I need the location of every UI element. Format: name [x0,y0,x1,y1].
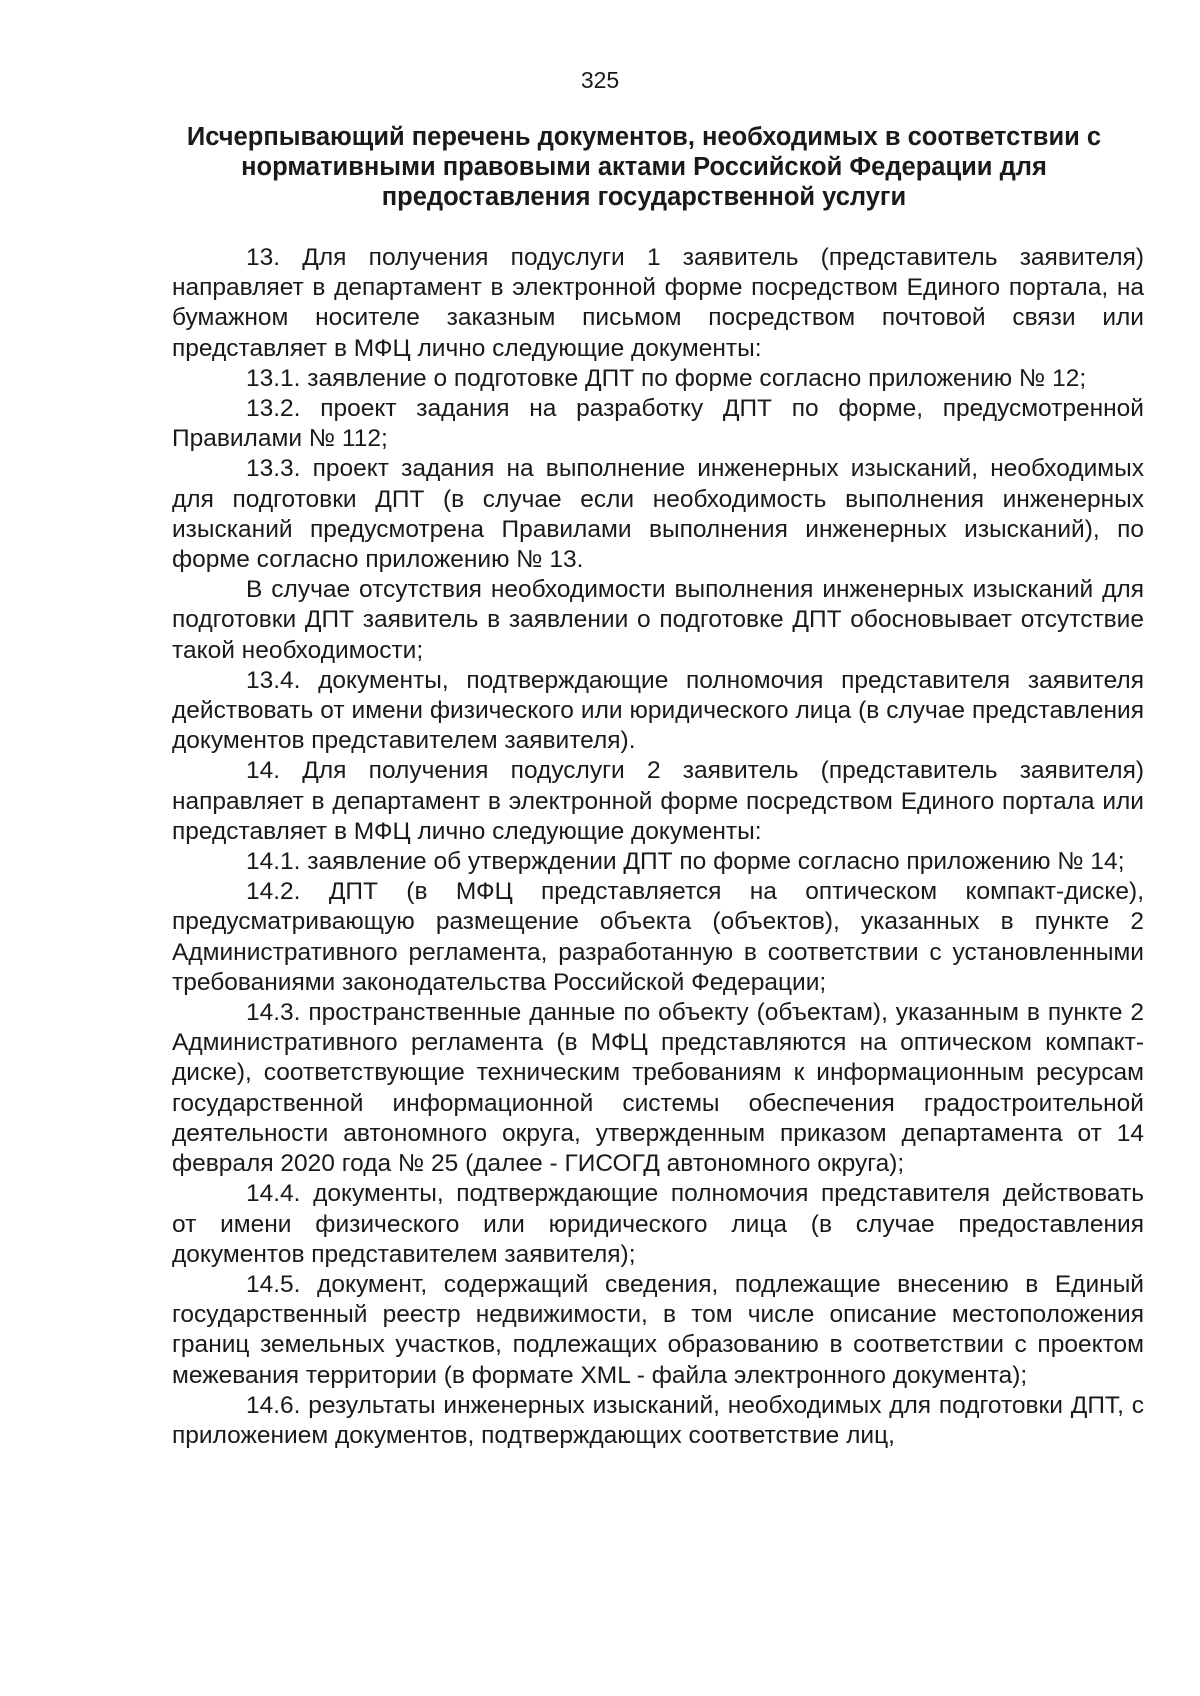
paragraph-item-14: 14. Для получения подуслуги 2 заявитель (представитель заявителя) направляет в департамент в электронной форме посредством Единого портала или представляет в МФЦ лично следующие документы: [172,757,1144,845]
paragraph-item-14-1: 14.1. заявление об утверждении ДПТ по форме согласно приложению № 14; [246,848,1125,876]
paragraph-item-14-4: 14.4. документы, подтверждающие полномочия представителя действовать от имени физического или юридического лица (в случае предоставления документов представителем заявителя); [172,1180,1144,1268]
paragraph-item-13-3: 13.3. проект задания на выполнение инженерных изысканий, необходимых для подготовки ДПТ (в случае если необходимость выполнения инженерных изысканий предусмотрена Правилами выполнения инженерных изысканий), по форме согласно приложению № 13. [172,455,1144,574]
paragraph-item-14-2: 14.2. ДПТ (в МФЦ представляется на оптическом компакт-диске), предусматривающую размещение объекта (объектов), указанных в пункте 2 Административного регламента, разработанную в соответствии с установленными требованиями законодательства Российской Федерации; [172,878,1144,996]
paragraph-item-14-3: 14.3. пространственные данные по объекту (объектам), указанным в пункте 2 Административного регламента (в МФЦ представляются на оптическом компакт-диске), соответствующие техническим требованиям к информационным ресурсам государственной информационной системы обеспечения градостроительной деятельности автономного округа, утвержденным приказом департамента от 14 февраля 2020 года № 25 (далее - ГИСОГД автономного округа); [172,999,1144,1178]
heading-line: нормативными правовыми актами Российской Федерации для [241,153,1047,181]
paragraph-item-13-2: 13.2. проект задания на разработку ДПТ по форме, предусмотренной Правилами № 112; [172,395,1144,453]
body-text [172,243,1144,1451]
paragraph-item-13-4: 13.4. документы, подтверждающие полномочия представителя заявителя действовать от имени физического или юридического лица (в случае представления документов представителем заявителя). [172,666,1144,755]
paragraph-item-13: 13. Для получения подуслуги 1 заявитель (представитель заявителя) направляет в департамент в электронной форме посредством Единого портала, на бумажном носителе заказным письмом посредством почтовой связи или представляет в МФЦ лично следующие документы: [172,244,1144,362]
paragraph-item-14-6: 14.6. результаты инженерных изысканий, необходимых для подготовки ДПТ, с приложением документов, подтверждающих соответствие лиц, [172,1391,1144,1449]
paragraph-item-13-1: 13.1. заявление о подготовке ДПТ по форме согласно приложению № 12; [246,364,1087,392]
heading-line: Исчерпывающий перечень документов, необходимых в соответствии с [186,123,1102,151]
paragraph-item-14-5: 14.5. документ, содержащий сведения, подлежащие внесению в Единый государственный реестр недвижимости, в том числе описание местоположения границ земельных участков, подлежащих образованию в соответствии с проектом межевания территории (в формате XML - файла электронного документа); [172,1270,1144,1389]
heading-line: предоставления государственной услуги [381,183,907,211]
page-number: 325 [580,67,620,93]
section-heading [170,122,1118,212]
paragraph-note: В случае отсутствия необходимости выполнения инженерных изысканий для подготовки ДПТ заявитель в заявлении о подготовке ДПТ обосновывает отсутствие такой необходимости; [172,576,1144,664]
